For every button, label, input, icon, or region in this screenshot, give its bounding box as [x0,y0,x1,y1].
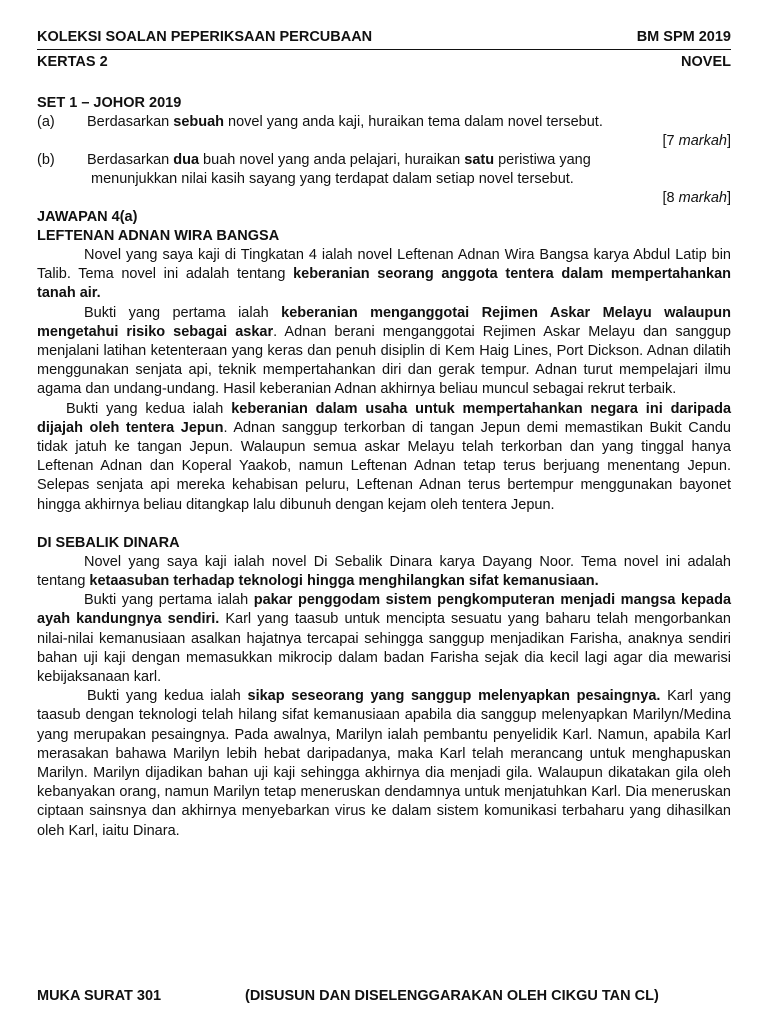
question-b-text: Berdasarkan dua buah novel yang anda pelajari, huraikan satu peristiwa yang [87,152,591,168]
novel2-paragraph-1: Novel yang saya kaji ialah novel Di Sebalik Dinara karya Dayang Noor. Tema novel ini adalah tentang ketaasuban terhadap teknologi hingga menghilangkan sifat kemanusiaan. [37,553,731,590]
novel2-title: DI SEBALIK DINARA [37,534,180,551]
question-a-text: Berdasarkan sebuah novel yang anda kaji, huraikan tema dalam novel tersebut. [87,114,603,130]
novel2-paragraph-2: Bukti yang pertama ialah pakar penggodam sistem pengkomputeran menjadi mangsa kepada ayah kandungnya sendiri. Karl yang taasub untuk mencipta sesuatu yang baharu telah mengorbankan nilai-nilai kemanusiaan asalkan hajatnya tercapai sehingga sanggup menjadikan Farisha, anaknya sendiri bahan uji kaji dengan memasukkan mikrocip dalam badan Farisha sejak dia kecil lagi agar dia mewarisi kebijaksanaan karl. [37,592,732,686]
header-divider [37,49,731,50]
answer-title: JAWAPAN 4(a) [37,209,138,225]
question-b-label: (b) [37,152,55,168]
page-footer [37,988,731,1004]
question-a-label: (a) [37,114,55,130]
subject-year: BM SPM 2019 [636,29,731,45]
novel1-paragraph-3: Bukti yang kedua ialah keberanian dalam usaha untuk mempertahankan negara ini daripada dijajah oleh tentera Jepun. Adnan sanggup terkorban di tangan Jepun demi memastikan Bukit Candu tidak jatuh ke tangan Jepun. Walaupun semua askar Melayu telah terkorban dan yang tinggal hanya Leftenan Adnan dan Koperal Yaakob, namun Leftenan Adnan tetap terus berjuang menentang Jepun. Selepas senjata api mereka kehabisan peluru, Leftenan Adnan terus bertempur menggunakan bayonet hingga akhirnya beliau ditangkap lalu dibunuh dengan kejam oleh tentera Jepun. [37,400,732,513]
compiler-credit: (DISUSUN DAN DISELENGGARAKAN OLEH CIKGU TAN CL) [245,988,659,1004]
novel1-paragraph-2: Bukti yang pertama ialah keberanian menganggotai Rejimen Askar Melayu walaupun mengetahui risiko sebagai askar. Adnan berani menganggotai Rejimen Askar Melayu dan sanggup menjalani latihan ketenteraan yang keras dan penuh disiplin di Kem Haig Lines, Port Dickson. Adnan dilatih menggunakan senjata api, teknik mempertahankan diri dan gerak tempur. Adnan turut mempelajari ilmu agama dan undang-undang. Hasil keberanian Adnan akhirnya beliau muncul sebagai rekrut terbaik. [37,304,731,398]
question-b-marks: [8 markah] [662,190,731,206]
component-label: NOVEL [681,54,731,70]
page-number: MUKA SURAT 301 [37,988,162,1004]
question-a-marks: [7 markah] [662,133,731,149]
question-b-line2: menunjukkan nilai kasih sayang yang terdapat dalam setiap novel tersebut. [91,171,574,187]
novel2-paragraph-3: Bukti yang kedua ialah sikap seseorang yang sanggup melenyapkan pesaingnya. Karl yang taasub dengan teknologi telah hilang sifat kemanusiaan apabila dia sanggup melenyapkan Marilyn/Medina yang merupakan pesaingnya. Pada awalnya, Marilyn ialah pembantu penyelidik Karl. Namun, apabila Karl merasakan bahawa Marilyn lebih hebat daripadanya, maka Karl telah merancang untuk menghapuskan Marilyn. Marilyn dijadikan bahan uji kaji sehingga akhirnya dia menjadi gila. Walaupun dikatakan gila oleh kebanyakan orang, namun Marilyn tetap meneruskan dendamnya untuk menjatuhkan Karl. Dia meneruskan ciptaan sainsnya dan akhirnya menyebarkan virus ke dalam sistem komunikasi terbaharu yang dihasilkan oleh Karl, iaitu Dinara. [37,688,732,839]
novel1-paragraph-1: Novel yang saya kaji di Tingkatan 4 ialah novel Leftenan Adnan Wira Bangsa karya Abdul Latip bin Talib. Tema novel ini adalah tentang keberanian seorang anggota tentera dalam mempertahankan tanah air. [37,247,732,302]
question-b [37,151,731,170]
novel1-title: LEFTENAN ADNAN WIRA BANGSA [37,228,280,244]
collection-title: KOLEKSI SOALAN PEPERIKSAAN PERCUBAAN [37,29,373,45]
document-page [37,28,731,841]
question-a [37,113,731,132]
set-title: SET 1 – JOHOR 2019 [37,95,182,111]
paper-label: KERTAS 2 [37,54,108,70]
header-bottom-row [37,53,731,72]
question-b-continued [37,170,731,189]
header-top-row [37,28,731,47]
